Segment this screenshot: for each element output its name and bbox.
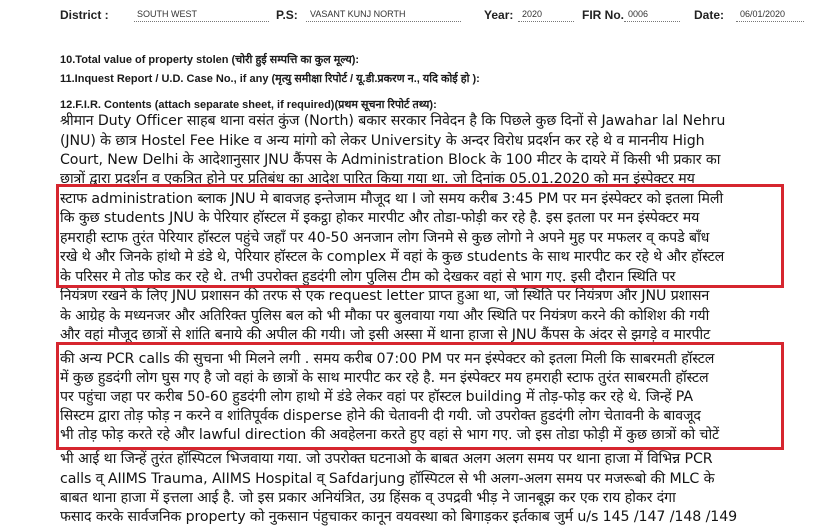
fir-line: कि कुछ students JNU के पेरियार हॉस्टल में इकट्ठा होकर मारपीट और तोडा-फोड़ी कर रहे है. इस इतला पर मन इंस्पेक्टर मय — [60, 210, 700, 226]
fir-line: (JNU) के छात्र Hostel Fee Hike व अन्य मांगो को लेकर University के अन्दर विरोध प्रदर्शन कर रहे थे व माननीय High — [60, 133, 705, 149]
date-value: 06/01/2020 — [740, 9, 786, 19]
fir-line: हमराही स्टाफ तुरंत पेरियार हॉस्टल पहुंचे जहाँ पर 40-50 अनजान लोग जिनमे से कुछ लोगो ने अपने मुह पर मफलर व् कपडे बाँध — [60, 230, 710, 246]
fir-line: भी तोड़ फोड़ करते रहे और lawful direction की अवहेलना करते हुए वहां से भाग गए. जो इस तोडा फोड़ी में कुछ छात्रों को चोटें — [60, 427, 720, 443]
fir-line: Court, New Delhi के आदेशानुसार JNU कैंपस के Administration Block के 100 मीटर के दायरे में किसी भी प्रकार का — [60, 152, 721, 168]
district-value: SOUTH WEST — [137, 9, 197, 19]
date-underline — [736, 21, 804, 22]
district-label: District : — [60, 8, 109, 22]
year-value: 2020 — [522, 9, 543, 19]
fir-line: के परिसर मे तोड फोड कर रहे थे. तभी उपरोक्त हुडदंगी लोग पुलिस टीम को देखकर वहां से भाग गए. इसी दौरान स्थिति पर — [60, 269, 676, 285]
district-underline — [134, 21, 269, 22]
fir-no-underline — [624, 21, 680, 22]
fir-no-value: 0006 — [628, 9, 649, 19]
year-label: Year: — [484, 8, 514, 22]
section-10-property-stolen: 10.Total value of property stolen (चोरी हुई सम्पत्ति का कुल मूल्य): — [60, 54, 360, 66]
fir-line: रखे थे और जिनके हांथो मे डंडे थे, पेरियार हॉस्टल के complex में वहां के कुछ students के साथ मारपीट कर रहे थे और हॉस्टल — [60, 249, 725, 265]
fir-line: और वहां मौजूद छात्रों से शांति बनाये की अपील की गयी। जो इसी अस्सा में थाना हाजा से JNU कैंपस के अंदर से झगड़े व मारपीट — [60, 327, 711, 343]
fir-line: स्टाफ administration ब्लाक JNU मे बावजह इन्तेजाम मौजूद था I जो समय करीब 3:45 PM पर मन इंस्पेक्टर को इतला मिली — [60, 191, 724, 207]
fir-line: बाबत थाना हाजा में इत्तला आई है. जो इस प्रकार अनियंत्रित, उग्र हिंसक व् उपद्रवी भीड़ ने जानबूझ कर एक राय होकर दंगा — [60, 490, 676, 506]
fir-line: नियंत्रण रखने के लिए JNU प्रशासन की तरफ से एक request letter प्राप्त हुआ था, जो स्थिति पर नियंत्रण और JNU प्रशासन — [60, 288, 710, 304]
fir-line: के आग्रेह के मध्यनजर और अतिरिक्त पुलिस बल को भी मौका पर बुलवाया गया और स्थिति पर नियंत्रण करने की कोशिश की गयी — [60, 308, 710, 324]
fir-line: की अन्य PCR calls की सुचना भी मिलने लगी . समय करीब 07:00 PM पर मन इंस्पेक्टर को इतला मिली कि साबरमती हॉस्टल — [60, 351, 715, 367]
fir-line: भी आई था जिन्हें तुरंत हॉस्पिटल भिजवाया गया. जो उपरोक्त घटनाओ के बाबत अलग अलग समय पर थाना हाजा में विभिन्न PCR — [60, 451, 713, 467]
year-underline — [518, 21, 574, 22]
ps-label: P.S: — [276, 8, 298, 22]
ps-underline — [306, 21, 461, 22]
fir-no-label: FIR No. — [582, 8, 624, 22]
section-12-fir-contents-heading: 12.F.I.R. Contents (attach separate sheet, if required)(प्रथम सूचना रिपोर्ट तथ्य): — [60, 99, 437, 111]
section-11-inquest-report: 11.Inquest Report / U.D. Case No., if any (मृत्यु समीक्षा रिपोर्ट / यू.डी.प्रकरण न., यदि कोई हो ): — [60, 73, 480, 85]
fir-line: फसाद करके सार्वजनिक property को नुकसान पंहुचाकर कानून वयवस्था को बिगाड़कर इर्तकाब जुर्म u/s 145 /147 /148 /149 — [60, 509, 738, 525]
ps-value: VASANT KUNJ NORTH — [310, 9, 406, 19]
fir-line: श्रीमान Duty Officer साहब थाना वसंत कुंज (North) बकार सरकार निवेदन है कि पिछले कुछ दिनों से Jawahar lal Nehru — [60, 113, 726, 129]
fir-line: calls व् AIIMS Trauma, AIIMS Hospital व् Safdarjung हॉस्पिटल से भी अलग-अलग समय पर मजरूबो की MLC के — [60, 471, 715, 487]
fir-line: छात्रों द्वारा प्रदर्शन व एकत्रित होने पर प्रतिबंध का आदेश पारित किया गया था. जो दिनांक 05.01.2020 को मन इंस्पेक्टर मय — [60, 171, 695, 187]
date-label: Date: — [694, 8, 725, 22]
fir-line: सिस्टम द्वारा तोड़ फोड़ न करने व शांतिपूर्वक disperse होने की चेतावनी दी गयी. जो उपरोक्त हुडदंगी लोग चेतावनी के बावजूद — [60, 408, 701, 424]
fir-line: में कुछ हुडदंगी लोग घुस गए है जो वहां के छात्रों के साथ मारपीट कर रहे है. मन इंस्पेक्टर मय हमराही स्टाफ तुरंत साबरमती हॉस्टल — [60, 370, 709, 386]
fir-line: पर पहुंचा जहा पर करीब 50-60 हुडदंगी लोग हाथो में डंडे लेकर वहां पर हॉस्टल building में तोड़-फोड़ कर रहे थे. जिन्हें PA — [60, 389, 693, 405]
fir-header — [0, 0, 824, 30]
